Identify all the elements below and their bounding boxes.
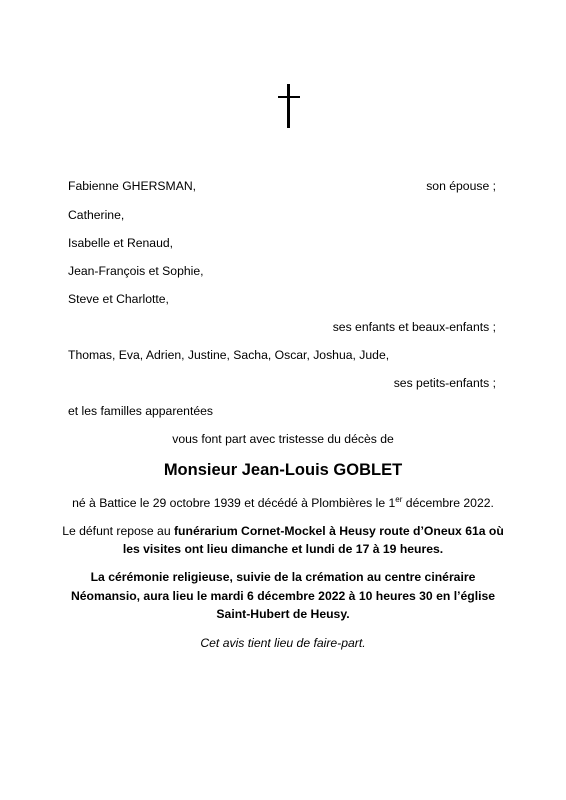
- announcement-intro: vous font part avec tristesse du décès de: [172, 432, 394, 446]
- ceremony-line-2: Néomansio, aura lieu le mardi 6 décembre 2022 à 10 heures 30 en l’église: [70, 589, 496, 603]
- child-3: Jean-François et Sophie,: [68, 264, 204, 278]
- child-4: Steve et Charlotte,: [68, 292, 169, 306]
- children-role: ses enfants et beaux-enfants ;: [332, 320, 496, 334]
- child-2: Isabelle et Renaud,: [68, 236, 174, 250]
- grandchildren-names: Thomas, Eva, Adrien, Justine, Sacha, Oscar, Joshua, Jude,: [68, 348, 390, 362]
- ceremony-line-1: La cérémonie religieuse, suivie de la crémation au centre cinéraire: [90, 570, 476, 584]
- closing-note: Cet avis tient lieu de faire-part.: [200, 636, 366, 650]
- ceremony-line-3: Saint-Hubert de Heusy.: [216, 607, 350, 621]
- visitation-line-2: les visites ont lieu dimanche et lundi de 17 à 19 heures.: [122, 542, 444, 556]
- visitation-line-1: Le défunt repose au funérarium Cornet-Mockel à Heusy route d’Oneux 61a où: [62, 524, 504, 538]
- spouse-role: son épouse ;: [426, 179, 496, 193]
- grandchildren-role: ses petits-enfants ;: [393, 376, 496, 390]
- cross-icon: [278, 84, 300, 128]
- spouse-name: Fabienne GHERSMAN,: [68, 179, 197, 193]
- deceased-name: Monsieur Jean-Louis GOBLET: [163, 461, 403, 479]
- relatives: et les familles apparentées: [68, 404, 213, 418]
- child-1: Catherine,: [68, 208, 125, 222]
- birth-death-line: né à Battice le 29 octobre 1939 et décédé à Plombières le 1er décembre 2022.: [72, 494, 494, 510]
